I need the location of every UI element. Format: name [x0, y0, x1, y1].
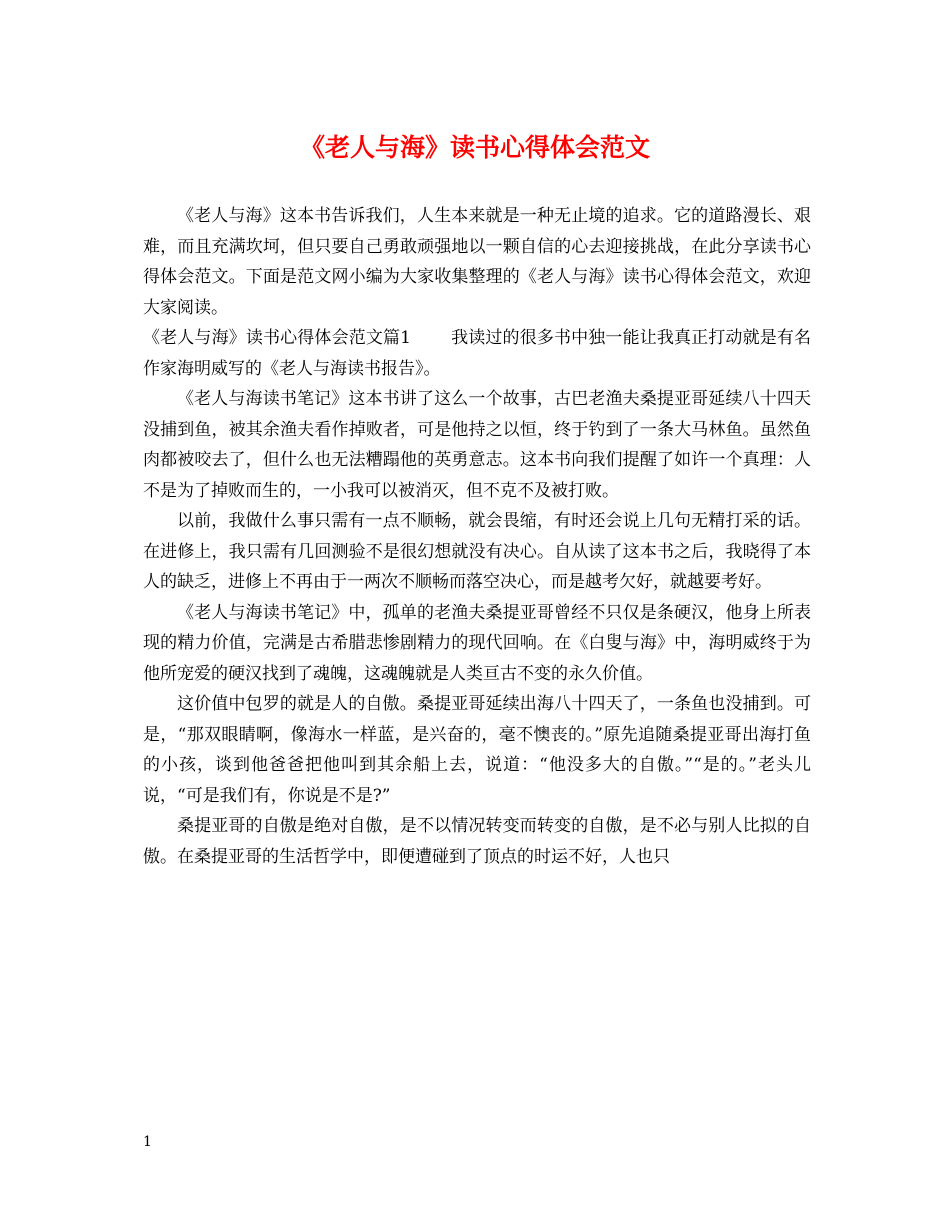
body-paragraph-story: 《老人与海读书笔记》这本书讲了这么一个故事，古巴老渔夫桑提亚哥延续八十四天没捕到鱼，被其余渔夫看作掉败者，可是他持之以恒，终于钓到了一条大马林鱼。虽然鱼肉都被咬去了，但什么也无法糟蹋他的英勇意志。这本书向我们提醒了如许一个真理：人不是为了掉败而生的，一小我可以被消灭，但不克不及被打败。 — [143, 389, 811, 501]
intro-paragraph: 《老人与海》这本书告诉我们，人生本来就是一种无止境的追求。它的道路漫长、艰难，而且充满坎坷，但只要自己勇敢顽强地以一颗自信的心去迎接挑战，在此分享读书心得体会范文。下面是范文网小编为大家收集整理的《老人与海》读书心得体会范文，欢迎大家阅读。 — [143, 206, 811, 318]
article-first-sentence: 我读过的很多书中独一能让我真正打动就是有名作家海明威写的《老人与海读书报告》。 — [143, 328, 812, 379]
page-number: 1 — [143, 1134, 152, 1150]
body-paragraph-past: 以前，我做什么事只需有一点不顺畅，就会畏缩，有时还会说上几句无精打采的话。在进修上，我只需有几回测验不是很幻想就没有决心。自从读了这本书之后，我晓得了本人的缺乏，进修上不再由于一两次不顺畅而落空决心，而是越考欠好，就越要考好。 — [143, 511, 811, 592]
document-body — [143, 201, 811, 872]
body-paragraph-spirit: 《老人与海读书笔记》中，孤单的老渔夫桑提亚哥曾经不只仅是条硬汉，他身上所表现的精力价值，完满是古希腊悲惨剧精力的现代回响。在《白叟与海》中，海明威终于为他所宠爱的硬汉找到了魂魄，这魂魄就是人类亘古不变的永久价值。 — [143, 602, 811, 684]
body-paragraph-confidence: 这价值中包罗的就是人的自傲。桑提亚哥延续出海八十四天了，一条鱼也没捕到。可是，“那双眼睛啊，像海水一样蓝，是兴奋的，毫不懊丧的。”原先追随桑提亚哥出海打鱼的小孩，谈到他爸爸把他叫到其余船上去，说道：“他没多大的自傲。”“是的。”老头儿说，“可是我们有，你说是不是?” — [143, 694, 811, 806]
body-paragraph-absolute: 桑提亚哥的自傲是绝对自傲，是不以情况转变而转变的自傲，是不必与别人比拟的自傲。在桑提亚哥的生活哲学中，即便遭碰到了顶点的时运不好，人也只 — [143, 816, 811, 867]
document-title: 《老人与海》读书心得体会范文 — [299, 133, 650, 162]
article-heading: 《老人与海》读书心得体会范文篇1 — [143, 328, 411, 348]
article-first-paragraph — [143, 323, 811, 384]
